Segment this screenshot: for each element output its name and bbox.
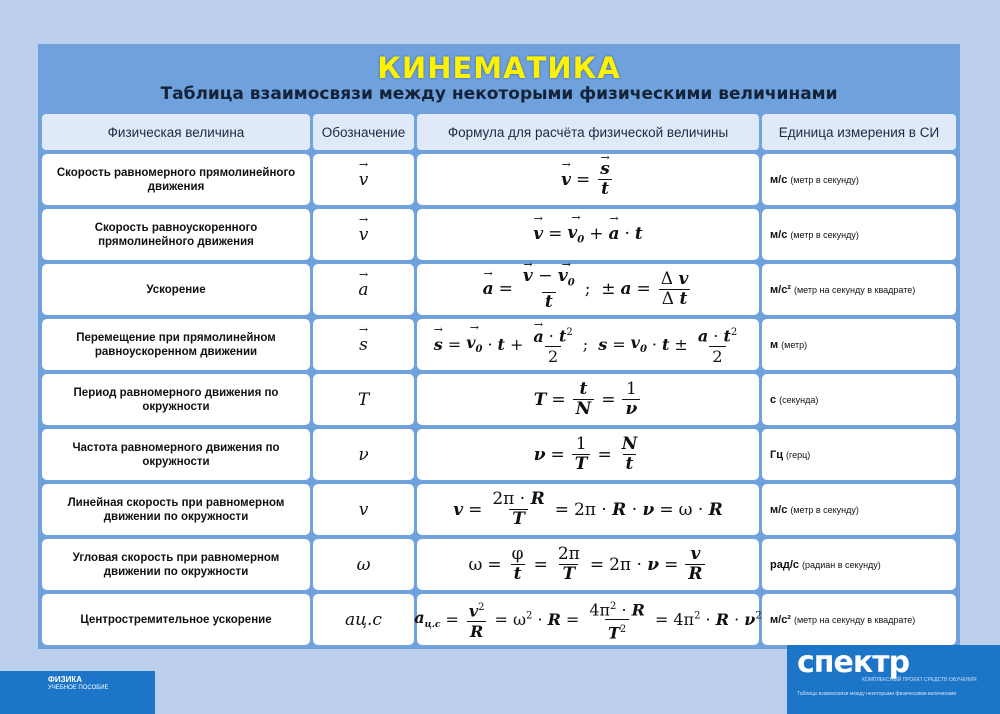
row-5-name: Период равномерного движения по окружности	[42, 374, 310, 425]
row-9-symbol: aц.с	[313, 594, 414, 645]
row-3-formula: → a = → $\frac{v - \to v_0}{t}$ ; ± a = $\frac{\text{Δ v}}{\text{Δ t}}$	[417, 264, 759, 315]
row-4-unit: м (метр)	[762, 319, 956, 370]
row-6-formula: ν = $\frac{1}{T}$ = $\frac{N}{t}$	[417, 429, 759, 480]
row-3-name: Ускорение	[42, 264, 310, 315]
row-6-unit: Гц (герц)	[762, 429, 956, 480]
row-1-formula: → v = → $\frac{s}{t}$	[417, 154, 759, 205]
table-panel	[38, 44, 960, 649]
page-title: КИНЕМАТИКА	[377, 51, 621, 85]
column-header-quantity: Физическая величина	[42, 114, 310, 150]
row-7-symbol: v	[313, 484, 414, 535]
row-7-formula: v = $\frac{2\pi \cdot R}{T}$ = 2π · R · ν = ω · R	[417, 484, 759, 535]
row-2-name: Скорость равноускоренного прямолинейного движения	[42, 209, 310, 260]
row-9-formula: $a_{ц.с}$ = $\frac{v^2}{R}$ = $\omega^2 \cdot R$ = $\frac{4\pi^2 \cdot R}{T^2}$ = $4\pi^2 \cdot R \cdot \nu^2$	[417, 594, 759, 645]
row-1-symbol: → v	[313, 154, 414, 205]
footer-subject-sub: УЧЕБНОЕ ПОСОБИЕ	[48, 685, 109, 691]
row-4-name: Перемещение при прямолинейном равноускоренном движении	[42, 319, 310, 370]
publisher-logo: спектр	[797, 645, 910, 680]
row-1-name: Скорость равномерного прямолинейного движения	[42, 154, 310, 205]
row-8-unit: рад/с (радиан в секунду)	[762, 539, 956, 590]
row-5-formula: T = $\frac{t}{N}$ = $\frac{1}{\nu}$	[417, 374, 759, 425]
column-header-formula: Формула для расчёта физической величины	[417, 114, 759, 150]
row-3-symbol: → a	[313, 264, 414, 315]
row-1-unit: м/с (метр в секунду)	[762, 154, 956, 205]
row-4-formula: → s = → $v_0$ · t + → $\frac{a \cdot t^2}{2}$ ; s = $v_0$ · t ± $\frac{a \cdot t^2}{2}$	[417, 319, 759, 370]
row-9-name: Центростремительное ускорение	[42, 594, 310, 645]
row-4-symbol: → s	[313, 319, 414, 370]
row-8-symbol: ω	[313, 539, 414, 590]
row-3-unit: м/с² (метр на секунду в квадрате)	[762, 264, 956, 315]
row-5-symbol: T	[313, 374, 414, 425]
row-2-symbol: → v	[313, 209, 414, 260]
column-header-symbol: Обозначение	[313, 114, 414, 150]
publisher-block	[787, 645, 1000, 714]
row-8-name: Угловая скорость при равномерном движении по окружности	[42, 539, 310, 590]
footer-series-badge	[0, 671, 155, 714]
row-9-unit: м/с² (метр на секунду в квадрате)	[762, 594, 956, 645]
row-5-unit: с (секунда)	[762, 374, 956, 425]
row-8-formula: ω = $\frac{\varphi}{t}$ = $\frac{2\pi}{T}$ = 2π · ν = $\frac{v}{R}$	[417, 539, 759, 590]
page-subtitle: Таблица взаимосвязи между некоторыми физическими величинами	[160, 84, 838, 104]
column-header-unit: Единица измерения в СИ	[762, 114, 956, 150]
row-7-unit: м/с (метр в секунду)	[762, 484, 956, 535]
footer-subject: ФИЗИКА	[48, 675, 82, 684]
publisher-logo-sub: КОМПЛЕКСНЫЙ ПРОЕКТ СРЕДСТВ ОБУЧЕНИЯ	[862, 677, 977, 683]
row-6-name: Частота равномерного движения по окружности	[42, 429, 310, 480]
row-7-name: Линейная скорость при равномерном движении по окружности	[42, 484, 310, 535]
publisher-fine-print: Таблицы взаимосвязи между некоторыми физическими величинами	[797, 691, 957, 697]
row-2-formula: → v = → $v_0$ + → a · t	[417, 209, 759, 260]
row-2-unit: м/с (метр в секунду)	[762, 209, 956, 260]
row-6-symbol: ν	[313, 429, 414, 480]
